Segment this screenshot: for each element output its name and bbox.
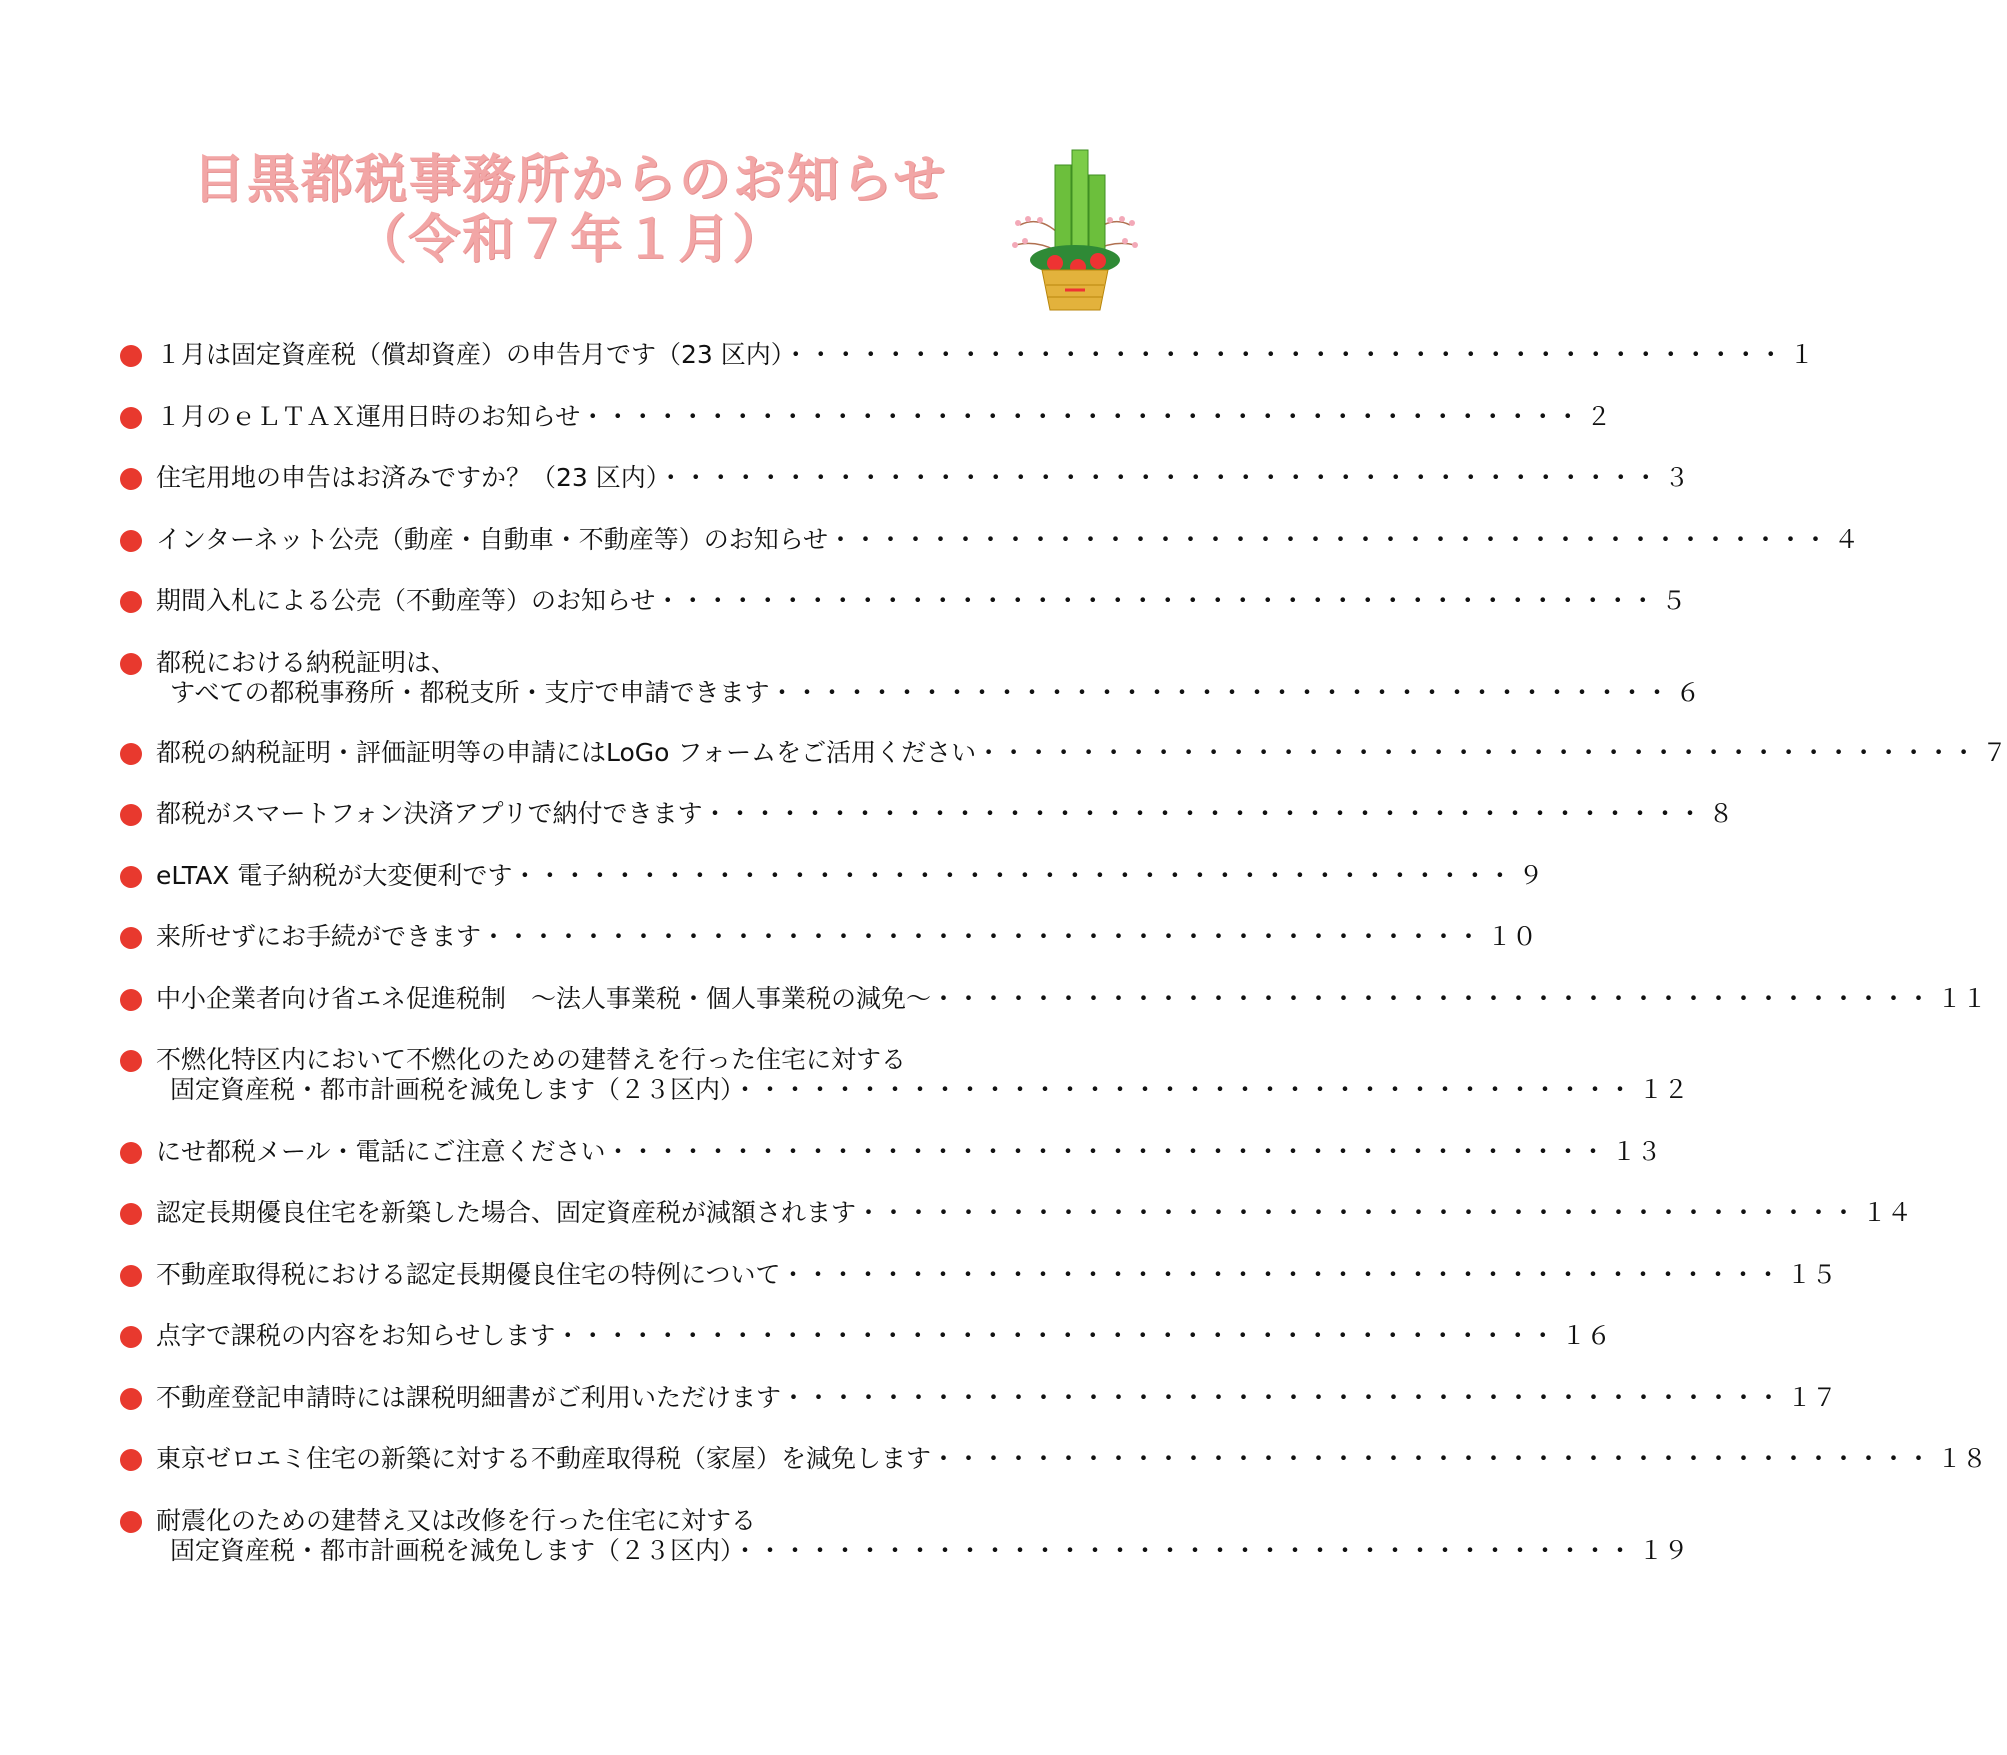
- toc-item-text: [156, 799, 1703, 829]
- toc-item: [120, 402, 1612, 432]
- toc-item-text: [156, 1198, 1856, 1228]
- bullet-icon: [120, 468, 142, 490]
- toc-item: [120, 1198, 1913, 1228]
- toc-item-line1: 耐震化のための建替え又は改修を行った住宅に対する: [156, 1506, 757, 1535]
- toc-item-title: 不動産取得税における認定長期優良住宅の特例について: [156, 1260, 781, 1289]
- toc-item-text: [156, 1260, 1781, 1290]
- toc-item: [120, 1383, 1838, 1413]
- page-number: １１: [1937, 984, 1988, 1013]
- toc-item-text: [156, 738, 1976, 768]
- toc-item: [120, 463, 1690, 493]
- toc-item-text: [156, 1045, 1633, 1105]
- page-number: １２: [1638, 1075, 1689, 1104]
- page-number: ８: [1708, 799, 1734, 828]
- toc-item-title: 都税がスマートフォン決済アプリで納付できます: [156, 799, 703, 828]
- bullet-icon: [120, 1265, 142, 1287]
- bullet-icon: [120, 1203, 142, 1225]
- toc-item-text: [156, 463, 1658, 493]
- toc-item: [120, 984, 1988, 1014]
- toc-item-title: 認定長期優良住宅を新築した場合、固定資産税が減額されます: [156, 1198, 857, 1227]
- dot-leader: ・・・・・・・・・・・・・・・・・・・・・・・・・・・・・・・・・・・・・・・・: [512, 861, 1513, 890]
- title-line-2: （令和７年１月）: [353, 210, 786, 270]
- toc-item: [120, 1137, 1662, 1167]
- toc-item-text: [156, 586, 1655, 616]
- toc-item: [120, 648, 1701, 708]
- dot-leader: ・・・・・・・・・・・・・・・・・・・・・・・・・・・・・・・・・・・・・・・・: [976, 738, 1977, 767]
- toc-item-text: [156, 922, 1481, 952]
- page-title: [150, 150, 990, 270]
- toc-item-text: [156, 1321, 1555, 1351]
- toc-item-title: 不動産登記申請時には課税明細書がご利用いただけます: [156, 1383, 782, 1412]
- kadomatsu-illustration: [1000, 145, 1150, 315]
- page-number: １４: [1862, 1198, 1913, 1227]
- toc-item-text: [156, 525, 1828, 555]
- page-number: ２: [1586, 402, 1612, 431]
- toc-item: [120, 340, 1815, 370]
- toc-item-text: [156, 648, 1670, 708]
- toc-item-title: すべての都税事務所・都税支所・支庁で申請できます・・・・・・・・・・・・・・・・・・・・・・・・・・・・・・・・・・・・: [170, 678, 1670, 707]
- toc-item-text: [156, 1506, 1633, 1566]
- toc-item-text: [156, 1383, 1781, 1413]
- toc-item-text: [156, 402, 1580, 432]
- toc-item-title: 東京ゼロエミ住宅の新築に対する不動産取得税（家屋）を減免します: [156, 1444, 932, 1473]
- page-number: １７: [1787, 1383, 1838, 1412]
- toc-item-title: 点字で課税の内容をお知らせします: [156, 1321, 556, 1350]
- bullet-icon: [120, 1388, 142, 1410]
- toc-item-title: 期間入札による公売（不動産等）のお知らせ: [156, 586, 656, 615]
- toc-item-title: 中小企業者向け省エネ促進税制 ～法人事業税・個人事業税の減免～: [156, 984, 932, 1013]
- dot-leader: ・・・・・・・・・・・・・・・・・・・・・・・・・・・・・・・・・・・・・・・・: [781, 1383, 1782, 1412]
- dot-leader: ・・・・・・・・・・・・・・・・・・・・・・・・・・・・・・・・・・・・・・・・: [828, 525, 1829, 554]
- page-number: ７: [1982, 738, 2007, 767]
- dot-leader: ・・・・・・・・・・・・・・・・・・・・・・・・・・・・・・・・・・・・・・・・: [702, 799, 1703, 828]
- toc-item-title: インターネット公売（動産・自動車・不動産等）のお知らせ: [156, 525, 829, 554]
- toc-item-title: 住宅用地の申告はお済みですか？（23 区内）: [156, 463, 659, 492]
- toc-item-text: [156, 984, 1931, 1014]
- dot-leader: ・・・・・・・・・・・・・・・・・・・・・・・・・・・・・・・・・・・・・・・・: [580, 402, 1581, 431]
- toc-item: [120, 738, 2007, 768]
- bullet-icon: [120, 743, 142, 765]
- bullet-icon: [120, 989, 142, 1011]
- toc-item: [120, 1045, 1689, 1105]
- dot-leader: ・・・・・・・・・・・・・・・・・・・・・・・・・・・・・・・・・・・・・・・・: [605, 1137, 1606, 1166]
- toc-item: [120, 525, 1860, 555]
- toc-item-title: 都税の納税証明・評価証明等の申請にはLoGo フォームをご活用ください: [156, 738, 977, 767]
- page-number: １０: [1487, 922, 1538, 951]
- page-number: ９: [1518, 861, 1544, 890]
- toc-item: [120, 1260, 1837, 1290]
- toc-item: [120, 1321, 1612, 1351]
- toc-item-title: eLTAX 電子納税が大変便利です: [156, 861, 513, 890]
- dot-leader: ・・・・・・・・・・・・・・・・・・・・・・・・・・・・・・・・・・・・・・・・: [555, 1321, 1556, 1350]
- toc-item: [120, 861, 1544, 891]
- page-number: １６: [1561, 1321, 1612, 1350]
- page-number: ４: [1834, 525, 1860, 554]
- toc-item-text: [156, 340, 1783, 370]
- toc-item-title: 固定資産税・都市計画税を減免します（２３区内）・・・・・・・・・・・・・・・・・・・・・・・・・・・・・・・・・・・・: [170, 1536, 1633, 1565]
- dot-leader: ・・・・・・・・・・・・・・・・・・・・・・・・・・・・・・・・・・・・・・・・: [856, 1198, 1857, 1227]
- page-number: ５: [1661, 586, 1687, 615]
- bullet-icon: [120, 1050, 142, 1072]
- toc-item-text: [156, 1444, 1931, 1474]
- toc-item-text: [156, 861, 1512, 891]
- dot-leader: ・・・・・・・・・・・・・・・・・・・・・・・・・・・・・・・・・・・・・・・・: [780, 1260, 1781, 1289]
- toc-item-title: １月のｅＬＴＡＸ運用日時のお知らせ: [156, 402, 581, 431]
- page-number: １５: [1786, 1260, 1837, 1289]
- dot-leader: ・・・・・・・・・・・・・・・・・・・・・・・・・・・・・・・・・・・・・・・・: [658, 463, 1659, 492]
- toc-item-title: 来所せずにお手続ができます: [156, 922, 482, 951]
- dot-leader: ・・・・・・・・・・・・・・・・・・・・・・・・・・・・・・・・・・・・・・・・: [931, 1444, 1932, 1473]
- toc-item-title: １月は固定資産税（償却資産）の申告月です（23 区内）: [156, 340, 784, 369]
- bullet-icon: [120, 1511, 142, 1533]
- bullet-icon: [120, 1326, 142, 1348]
- toc-item-title: 固定資産税・都市計画税を減免します（２３区内）・・・・・・・・・・・・・・・・・・・・・・・・・・・・・・・・・・・・: [170, 1075, 1633, 1104]
- toc-item-text: [156, 1137, 1606, 1167]
- toc-item: [120, 586, 1687, 616]
- bullet-icon: [120, 530, 142, 552]
- page-number: １３: [1611, 1137, 1662, 1166]
- page-number: ６: [1675, 678, 1701, 707]
- page-number: １８: [1937, 1444, 1988, 1473]
- toc-item-line1: 都税における納税証明は、: [156, 648, 457, 677]
- bullet-icon: [120, 804, 142, 826]
- toc-item-line1: 不燃化特区内において不燃化のための建替えを行った住宅に対する: [156, 1045, 907, 1074]
- title-line-1: 目黒都税事務所からのお知らせ: [192, 150, 948, 210]
- bullet-icon: [120, 591, 142, 613]
- dot-leader: ・・・・・・・・・・・・・・・・・・・・・・・・・・・・・・・・・・・・・・・・: [655, 586, 1656, 615]
- toc-item: [120, 1444, 1988, 1474]
- page-number: １: [1789, 340, 1815, 369]
- toc-item: [120, 922, 1538, 952]
- bullet-icon: [120, 1449, 142, 1471]
- dot-leader: ・・・・・・・・・・・・・・・・・・・・・・・・・・・・・・・・・・・・・・・・: [931, 984, 1932, 1013]
- bullet-icon: [120, 653, 142, 675]
- page-number: １９: [1638, 1536, 1689, 1565]
- bullet-icon: [120, 927, 142, 949]
- toc-item-title: にせ都税メール・電話にご注意ください: [156, 1137, 606, 1166]
- page-number: ３: [1664, 463, 1690, 492]
- toc-item: [120, 799, 1734, 829]
- bullet-icon: [120, 407, 142, 429]
- bullet-icon: [120, 866, 142, 888]
- bullet-icon: [120, 345, 142, 367]
- dot-leader: ・・・・・・・・・・・・・・・・・・・・・・・・・・・・・・・・・・・・・・・・: [783, 340, 1784, 369]
- dot-leader: ・・・・・・・・・・・・・・・・・・・・・・・・・・・・・・・・・・・・・・・・: [481, 922, 1482, 951]
- bullet-icon: [120, 1142, 142, 1164]
- toc-item: [120, 1506, 1689, 1566]
